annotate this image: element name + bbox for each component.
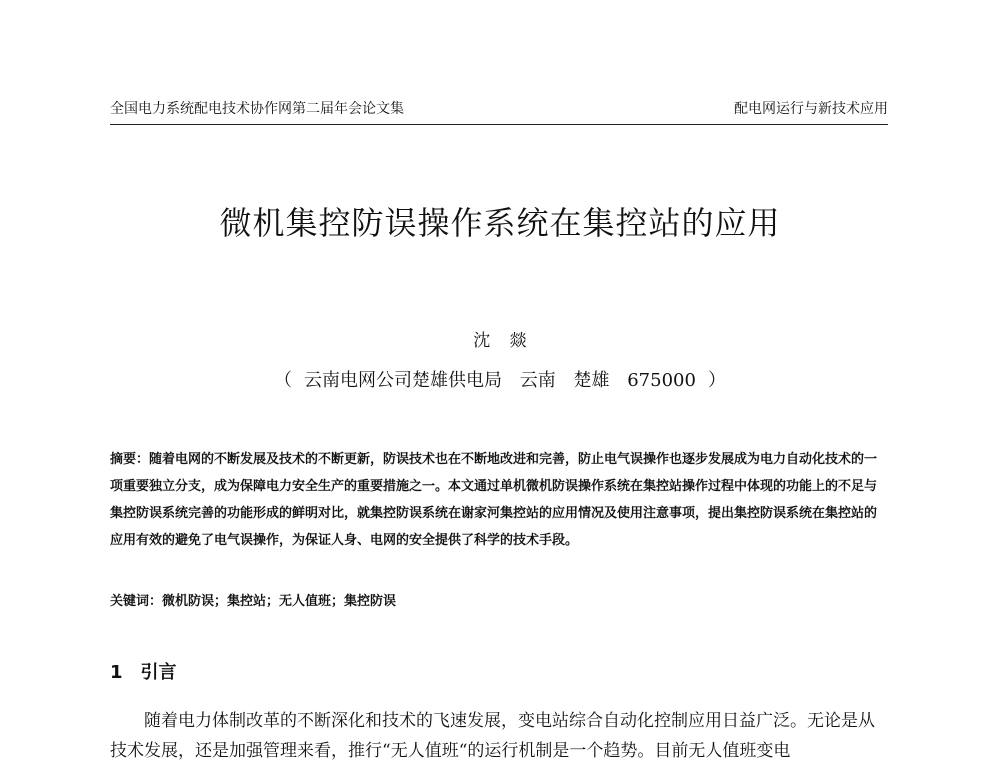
keywords	[110, 590, 888, 609]
keywords-label: 关键词：	[110, 594, 163, 609]
section-heading	[110, 658, 177, 684]
header-right: 配电网运行与新技术应用	[734, 101, 888, 117]
section-title: 引言	[140, 662, 177, 683]
keywords-text: 微机防误；集控站；无人值班；集控防误	[162, 594, 397, 609]
affiliation-province: 云南	[519, 370, 556, 391]
affiliation-city: 楚雄	[573, 370, 610, 391]
running-header	[110, 98, 888, 125]
paper-title: 微机集控防误操作系统在集控站的应用	[219, 204, 781, 242]
body-paragraph: 随着电力体制改革的不断深化和技术的飞速发展，变电站综合自动化控制应用日益广泛。无论是从技术发展，还是加强管理来看，推行“无人值班“的运行机制是一个趋势。目前无人值班变电	[110, 711, 875, 761]
affiliation-postcode: 675000	[627, 370, 696, 391]
author: 沈 燚	[473, 331, 527, 351]
abstract-text: 随着电网的不断发展及技术的不断更新，防误技术也在不断地改进和完善，防止电气误操作也逐步发展成为电力自动化技术的一项重要独立分支，成为保障电力安全生产的重要措施之一。本文通过单机微机防误操作系统在集控站操作过程中体现的功能上的不足与集控防误系统完善的功能形成的鲜明对比，就集控防误系统在谢家河集控站的应用情况及使用注意事项，提出集控防误系统在集控站的应用有效的避免了电气误操作，为保证人身、电网的安全提供了科学的技术手段。	[110, 452, 878, 548]
affiliation-open: （	[274, 370, 293, 391]
affiliation-org: 云南电网公司楚雄供电局	[304, 370, 503, 391]
abstract-label: 摘要：	[110, 452, 150, 467]
section-number: 1	[110, 662, 123, 683]
header-left: 全国电力系统配电技术协作网第二届年会论文集	[110, 101, 404, 117]
affiliation-close: ）	[707, 370, 726, 391]
abstract	[110, 446, 888, 554]
affiliation	[0, 366, 1000, 392]
